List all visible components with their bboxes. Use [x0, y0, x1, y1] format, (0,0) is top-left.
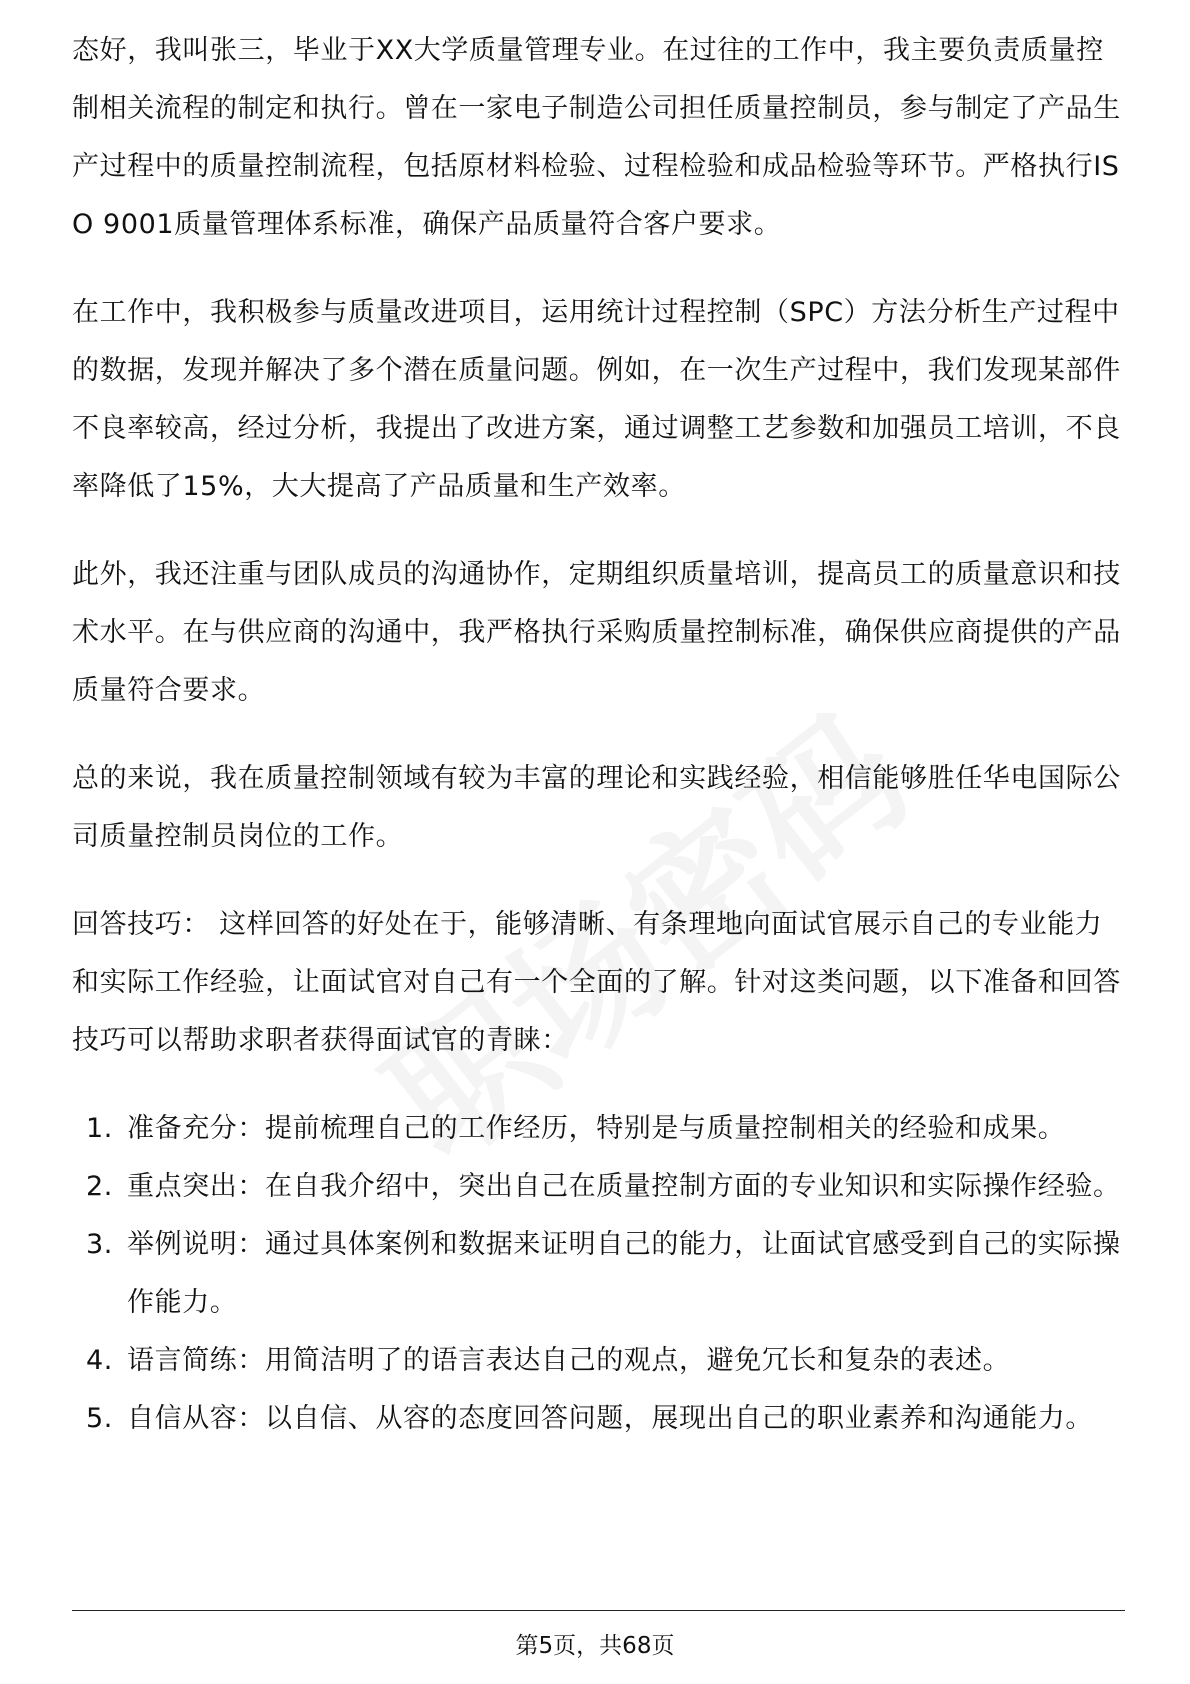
list-item-text: 自信从容：以自信、从容的态度回答问题，展现出自己的职业素养和沟通能力。	[127, 1403, 1093, 1434]
list-item	[72, 1100, 1122, 1158]
list-item-number: 3.	[86, 1229, 113, 1260]
page-number: 第5页，共68页	[515, 1633, 675, 1659]
list-item-text: 举例说明：通过具体案例和数据来证明自己的能力，让面试官感受到自己的实际操作能力。	[127, 1229, 1121, 1318]
list-item-text: 语言简练：用简洁明了的语言表达自己的观点，避免冗长和复杂的表述。	[127, 1345, 1011, 1376]
list-item-text: 重点突出：在自我介绍中，突出自己在质量控制方面的专业知识和实际操作经验。	[127, 1171, 1121, 1202]
list-item	[72, 1390, 1122, 1448]
paragraph-work-experience: 在工作中，我积极参与质量改进项目，运用统计过程控制（SPC）方法分析生产过程中的数据，发现并解决了多个潜在质量问题。例如，在一次生产过程中，我们发现某部件不良率较高，经过分析，我提出了改进方案，通过调整工艺参数和加强员工培训，不良率降低了15%，大大提高了产品质量和生产效率。	[72, 297, 1121, 502]
list-item-number: 4.	[86, 1345, 113, 1376]
list-item	[72, 1332, 1122, 1390]
list-item	[72, 1158, 1122, 1216]
paragraph-summary: 总的来说，我在质量控制领域有较为丰富的理论和实践经验，相信能够胜任华电国际公司质量控制员岗位的工作。	[72, 763, 1121, 852]
tips-list	[72, 1100, 1122, 1448]
footer-divider	[72, 1610, 1125, 1611]
list-item-number: 2.	[86, 1171, 113, 1202]
list-item	[72, 1216, 1122, 1332]
list-item-number: 1.	[86, 1113, 113, 1144]
list-item-text: 准备充分：提前梳理自己的工作经历，特别是与质量控制相关的经验和成果。	[127, 1113, 1066, 1144]
paragraph-teamwork: 此外，我还注重与团队成员的沟通协作，定期组织质量培训，提高员工的质量意识和技术水平。在与供应商的沟通中，我严格执行采购质量控制标准，确保供应商提供的产品质量符合要求。	[72, 559, 1121, 706]
paragraph-answer-tips: 回答技巧： 这样回答的好处在于，能够清晰、有条理地向面试官展示自己的专业能力和实际工作经验，让面试官对自己有一个全面的了解。针对这类问题，以下准备和回答技巧可以帮助求职者获得面试官的青睐：	[72, 909, 1121, 1056]
page-content	[72, 22, 1122, 1448]
list-item-number: 5.	[86, 1403, 113, 1434]
paragraph-intro: 态好，我叫张三，毕业于XX大学质量管理专业。在过往的工作中，我主要负责质量控制相关流程的制定和执行。曾在一家电子制造公司担任质量控制员，参与制定了产品生产过程中的质量控制流程，包括原材料检验、过程检验和成品检验等环节。严格执行ISO 9001质量管理体系标准，确保产品质量符合客户要求。	[72, 35, 1121, 240]
